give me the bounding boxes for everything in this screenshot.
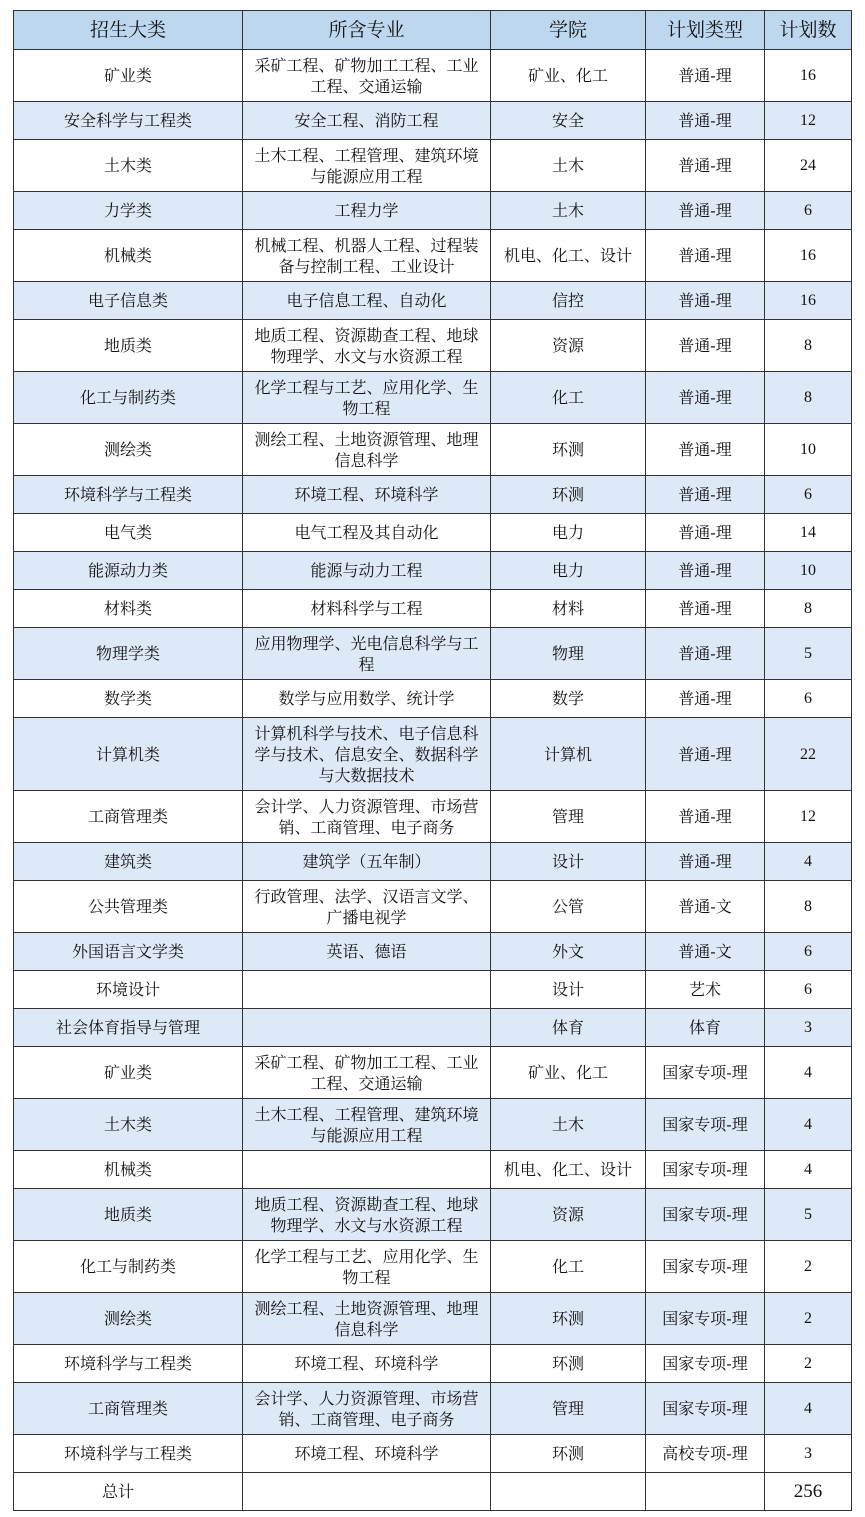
category-cell: 材料类: [14, 590, 243, 628]
table-body: [14, 50, 852, 1473]
category-cell: 数学类: [14, 680, 243, 718]
plan-type-cell: 国家专项-理: [646, 1151, 765, 1189]
majors-cell: [243, 1009, 491, 1047]
majors-cell: 测绘工程、土地资源管理、地理信息科学: [243, 424, 491, 476]
category-cell: 环境科学与工程类: [14, 1435, 243, 1473]
plan-type-cell: 普通-理: [646, 282, 765, 320]
category-cell: 公共管理类: [14, 881, 243, 933]
table-row: [14, 1293, 852, 1345]
college-cell: 数学: [491, 680, 646, 718]
total-empty-cell: [243, 1473, 491, 1511]
table-row: [14, 791, 852, 843]
plan-type-cell: 国家专项-理: [646, 1189, 765, 1241]
count-cell: 8: [765, 590, 852, 628]
college-cell: 矿业、化工: [491, 1047, 646, 1099]
count-cell: 8: [765, 320, 852, 372]
count-cell: 16: [765, 282, 852, 320]
table-row: [14, 230, 852, 282]
count-cell: 8: [765, 372, 852, 424]
majors-cell: 环境工程、环境科学: [243, 476, 491, 514]
plan-type-cell: 普通-理: [646, 192, 765, 230]
plan-type-cell: 普通-理: [646, 372, 765, 424]
table-row: [14, 552, 852, 590]
count-cell: 10: [765, 552, 852, 590]
plan-type-cell: 普通-文: [646, 881, 765, 933]
college-cell: 矿业、化工: [491, 50, 646, 102]
table-row: [14, 320, 852, 372]
majors-cell: 行政管理、法学、汉语言文学、广播电视学: [243, 881, 491, 933]
table-row: [14, 476, 852, 514]
college-cell: 管理: [491, 1383, 646, 1435]
plan-type-cell: 普通-文: [646, 933, 765, 971]
category-cell: 电气类: [14, 514, 243, 552]
plan-type-cell: 普通-理: [646, 476, 765, 514]
majors-cell: 电子信息工程、自动化: [243, 282, 491, 320]
table-row: [14, 881, 852, 933]
count-cell: 4: [765, 1047, 852, 1099]
table-row: [14, 424, 852, 476]
category-cell: 矿业类: [14, 50, 243, 102]
table-row: [14, 1189, 852, 1241]
college-cell: 资源: [491, 320, 646, 372]
category-cell: 计算机类: [14, 718, 243, 791]
count-cell: 5: [765, 628, 852, 680]
count-cell: 2: [765, 1241, 852, 1293]
college-cell: 设计: [491, 971, 646, 1009]
college-cell: 土木: [491, 140, 646, 192]
table-row: [14, 1383, 852, 1435]
category-cell: 环境科学与工程类: [14, 476, 243, 514]
college-cell: 环测: [491, 476, 646, 514]
college-cell: 环测: [491, 424, 646, 476]
header-category: 招生大类: [14, 11, 243, 50]
table-row: [14, 102, 852, 140]
table-row: [14, 971, 852, 1009]
category-cell: 建筑类: [14, 843, 243, 881]
enrollment-plan-table: [13, 10, 852, 1511]
college-cell: 资源: [491, 1189, 646, 1241]
table-row: [14, 140, 852, 192]
category-cell: 化工与制药类: [14, 372, 243, 424]
count-cell: 6: [765, 933, 852, 971]
table-row: [14, 372, 852, 424]
college-cell: 公管: [491, 881, 646, 933]
plan-type-cell: 国家专项-理: [646, 1293, 765, 1345]
category-cell: 土木类: [14, 1099, 243, 1151]
category-cell: 测绘类: [14, 424, 243, 476]
plan-type-cell: 国家专项-理: [646, 1345, 765, 1383]
majors-cell: 采矿工程、矿物加工工程、工业工程、交通运输: [243, 50, 491, 102]
college-cell: 体育: [491, 1009, 646, 1047]
plan-type-cell: 高校专项-理: [646, 1435, 765, 1473]
count-cell: 6: [765, 680, 852, 718]
majors-cell: 会计学、人力资源管理、市场营销、工商管理、电子商务: [243, 791, 491, 843]
table-row: [14, 282, 852, 320]
plan-type-cell: 普通-理: [646, 230, 765, 282]
table-row: [14, 1047, 852, 1099]
college-cell: 机电、化工、设计: [491, 230, 646, 282]
count-cell: 14: [765, 514, 852, 552]
count-cell: 6: [765, 192, 852, 230]
table-row: [14, 590, 852, 628]
count-cell: 5: [765, 1189, 852, 1241]
count-cell: 22: [765, 718, 852, 791]
college-cell: 环测: [491, 1293, 646, 1345]
table-row: [14, 1009, 852, 1047]
college-cell: 信控: [491, 282, 646, 320]
category-cell: 社会体育指导与管理: [14, 1009, 243, 1047]
table-row: [14, 1241, 852, 1293]
header-row: [14, 11, 852, 50]
majors-cell: 机械工程、机器人工程、过程装备与控制工程、工业设计: [243, 230, 491, 282]
table-row: [14, 1345, 852, 1383]
count-cell: 8: [765, 881, 852, 933]
majors-cell: 土木工程、工程管理、建筑环境与能源应用工程: [243, 140, 491, 192]
college-cell: 外文: [491, 933, 646, 971]
college-cell: 机电、化工、设计: [491, 1151, 646, 1189]
college-cell: 土木: [491, 192, 646, 230]
majors-cell: 地质工程、资源勘查工程、地球物理学、水文与水资源工程: [243, 1189, 491, 1241]
count-cell: 4: [765, 1151, 852, 1189]
college-cell: 安全: [491, 102, 646, 140]
plan-type-cell: 普通-理: [646, 680, 765, 718]
table-row: [14, 843, 852, 881]
majors-cell: 环境工程、环境科学: [243, 1345, 491, 1383]
plan-type-cell: 体育: [646, 1009, 765, 1047]
majors-cell: [243, 1151, 491, 1189]
majors-cell: [243, 971, 491, 1009]
plan-type-cell: 普通-理: [646, 843, 765, 881]
table-row: [14, 718, 852, 791]
majors-cell: 化学工程与工艺、应用化学、生物工程: [243, 1241, 491, 1293]
plan-type-cell: 普通-理: [646, 514, 765, 552]
total-row: [14, 1473, 852, 1511]
majors-cell: 电气工程及其自动化: [243, 514, 491, 552]
header-majors: 所含专业: [243, 11, 491, 50]
plan-type-cell: 国家专项-理: [646, 1241, 765, 1293]
college-cell: 环测: [491, 1345, 646, 1383]
table-row: [14, 1151, 852, 1189]
college-cell: 电力: [491, 514, 646, 552]
majors-cell: 计算机科学与技术、电子信息科学与技术、信息安全、数据科学与大数据技术: [243, 718, 491, 791]
total-empty-cell: [491, 1473, 646, 1511]
majors-cell: 数学与应用数学、统计学: [243, 680, 491, 718]
majors-cell: 采矿工程、矿物加工工程、工业工程、交通运输: [243, 1047, 491, 1099]
category-cell: 化工与制药类: [14, 1241, 243, 1293]
category-cell: 力学类: [14, 192, 243, 230]
category-cell: 土木类: [14, 140, 243, 192]
college-cell: 物理: [491, 628, 646, 680]
college-cell: 材料: [491, 590, 646, 628]
category-cell: 机械类: [14, 1151, 243, 1189]
category-cell: 环境设计: [14, 971, 243, 1009]
total-label: 总计: [14, 1473, 243, 1511]
category-cell: 电子信息类: [14, 282, 243, 320]
count-cell: 3: [765, 1009, 852, 1047]
college-cell: 环测: [491, 1435, 646, 1473]
table-row: [14, 1435, 852, 1473]
table-row: [14, 933, 852, 971]
plan-type-cell: 普通-理: [646, 552, 765, 590]
header-college: 学院: [491, 11, 646, 50]
plan-type-cell: 国家专项-理: [646, 1099, 765, 1151]
table-row: [14, 1099, 852, 1151]
category-cell: 地质类: [14, 1189, 243, 1241]
majors-cell: 会计学、人力资源管理、市场营销、工商管理、电子商务: [243, 1383, 491, 1435]
majors-cell: 能源与动力工程: [243, 552, 491, 590]
majors-cell: 测绘工程、土地资源管理、地理信息科学: [243, 1293, 491, 1345]
count-cell: 4: [765, 1099, 852, 1151]
category-cell: 工商管理类: [14, 1383, 243, 1435]
count-cell: 6: [765, 971, 852, 1009]
count-cell: 2: [765, 1345, 852, 1383]
table-row: [14, 192, 852, 230]
category-cell: 外国语言文学类: [14, 933, 243, 971]
total-empty-cell: [646, 1473, 765, 1511]
plan-type-cell: 国家专项-理: [646, 1047, 765, 1099]
college-cell: 设计: [491, 843, 646, 881]
majors-cell: 环境工程、环境科学: [243, 1435, 491, 1473]
count-cell: 12: [765, 791, 852, 843]
plan-type-cell: 普通-理: [646, 628, 765, 680]
category-cell: 物理学类: [14, 628, 243, 680]
category-cell: 矿业类: [14, 1047, 243, 1099]
majors-cell: 建筑学（五年制）: [243, 843, 491, 881]
total-count: 256: [765, 1473, 852, 1511]
plan-type-cell: 普通-理: [646, 102, 765, 140]
college-cell: 计算机: [491, 718, 646, 791]
plan-type-cell: 普通-理: [646, 320, 765, 372]
header-plan-type: 计划类型: [646, 11, 765, 50]
college-cell: 土木: [491, 1099, 646, 1151]
category-cell: 能源动力类: [14, 552, 243, 590]
college-cell: 管理: [491, 791, 646, 843]
category-cell: 地质类: [14, 320, 243, 372]
majors-cell: 工程力学: [243, 192, 491, 230]
plan-type-cell: 艺术: [646, 971, 765, 1009]
count-cell: 16: [765, 230, 852, 282]
plan-type-cell: 普通-理: [646, 50, 765, 102]
table-row: [14, 628, 852, 680]
college-cell: 化工: [491, 1241, 646, 1293]
count-cell: 16: [765, 50, 852, 102]
count-cell: 4: [765, 843, 852, 881]
header-count: 计划数: [765, 11, 852, 50]
table-row: [14, 50, 852, 102]
category-cell: 测绘类: [14, 1293, 243, 1345]
college-cell: 电力: [491, 552, 646, 590]
count-cell: 6: [765, 476, 852, 514]
count-cell: 2: [765, 1293, 852, 1345]
category-cell: 机械类: [14, 230, 243, 282]
plan-type-cell: 普通-理: [646, 140, 765, 192]
plan-type-cell: 国家专项-理: [646, 1383, 765, 1435]
count-cell: 24: [765, 140, 852, 192]
plan-type-cell: 普通-理: [646, 590, 765, 628]
plan-type-cell: 普通-理: [646, 791, 765, 843]
count-cell: 4: [765, 1383, 852, 1435]
category-cell: 环境科学与工程类: [14, 1345, 243, 1383]
majors-cell: 英语、德语: [243, 933, 491, 971]
majors-cell: 安全工程、消防工程: [243, 102, 491, 140]
count-cell: 12: [765, 102, 852, 140]
count-cell: 3: [765, 1435, 852, 1473]
table-row: [14, 680, 852, 718]
table-row: [14, 514, 852, 552]
college-cell: 化工: [491, 372, 646, 424]
majors-cell: 地质工程、资源勘查工程、地球物理学、水文与水资源工程: [243, 320, 491, 372]
category-cell: 安全科学与工程类: [14, 102, 243, 140]
majors-cell: 土木工程、工程管理、建筑环境与能源应用工程: [243, 1099, 491, 1151]
plan-type-cell: 普通-理: [646, 718, 765, 791]
majors-cell: 应用物理学、光电信息科学与工程: [243, 628, 491, 680]
plan-type-cell: 普通-理: [646, 424, 765, 476]
category-cell: 工商管理类: [14, 791, 243, 843]
majors-cell: 化学工程与工艺、应用化学、生物工程: [243, 372, 491, 424]
majors-cell: 材料科学与工程: [243, 590, 491, 628]
count-cell: 10: [765, 424, 852, 476]
